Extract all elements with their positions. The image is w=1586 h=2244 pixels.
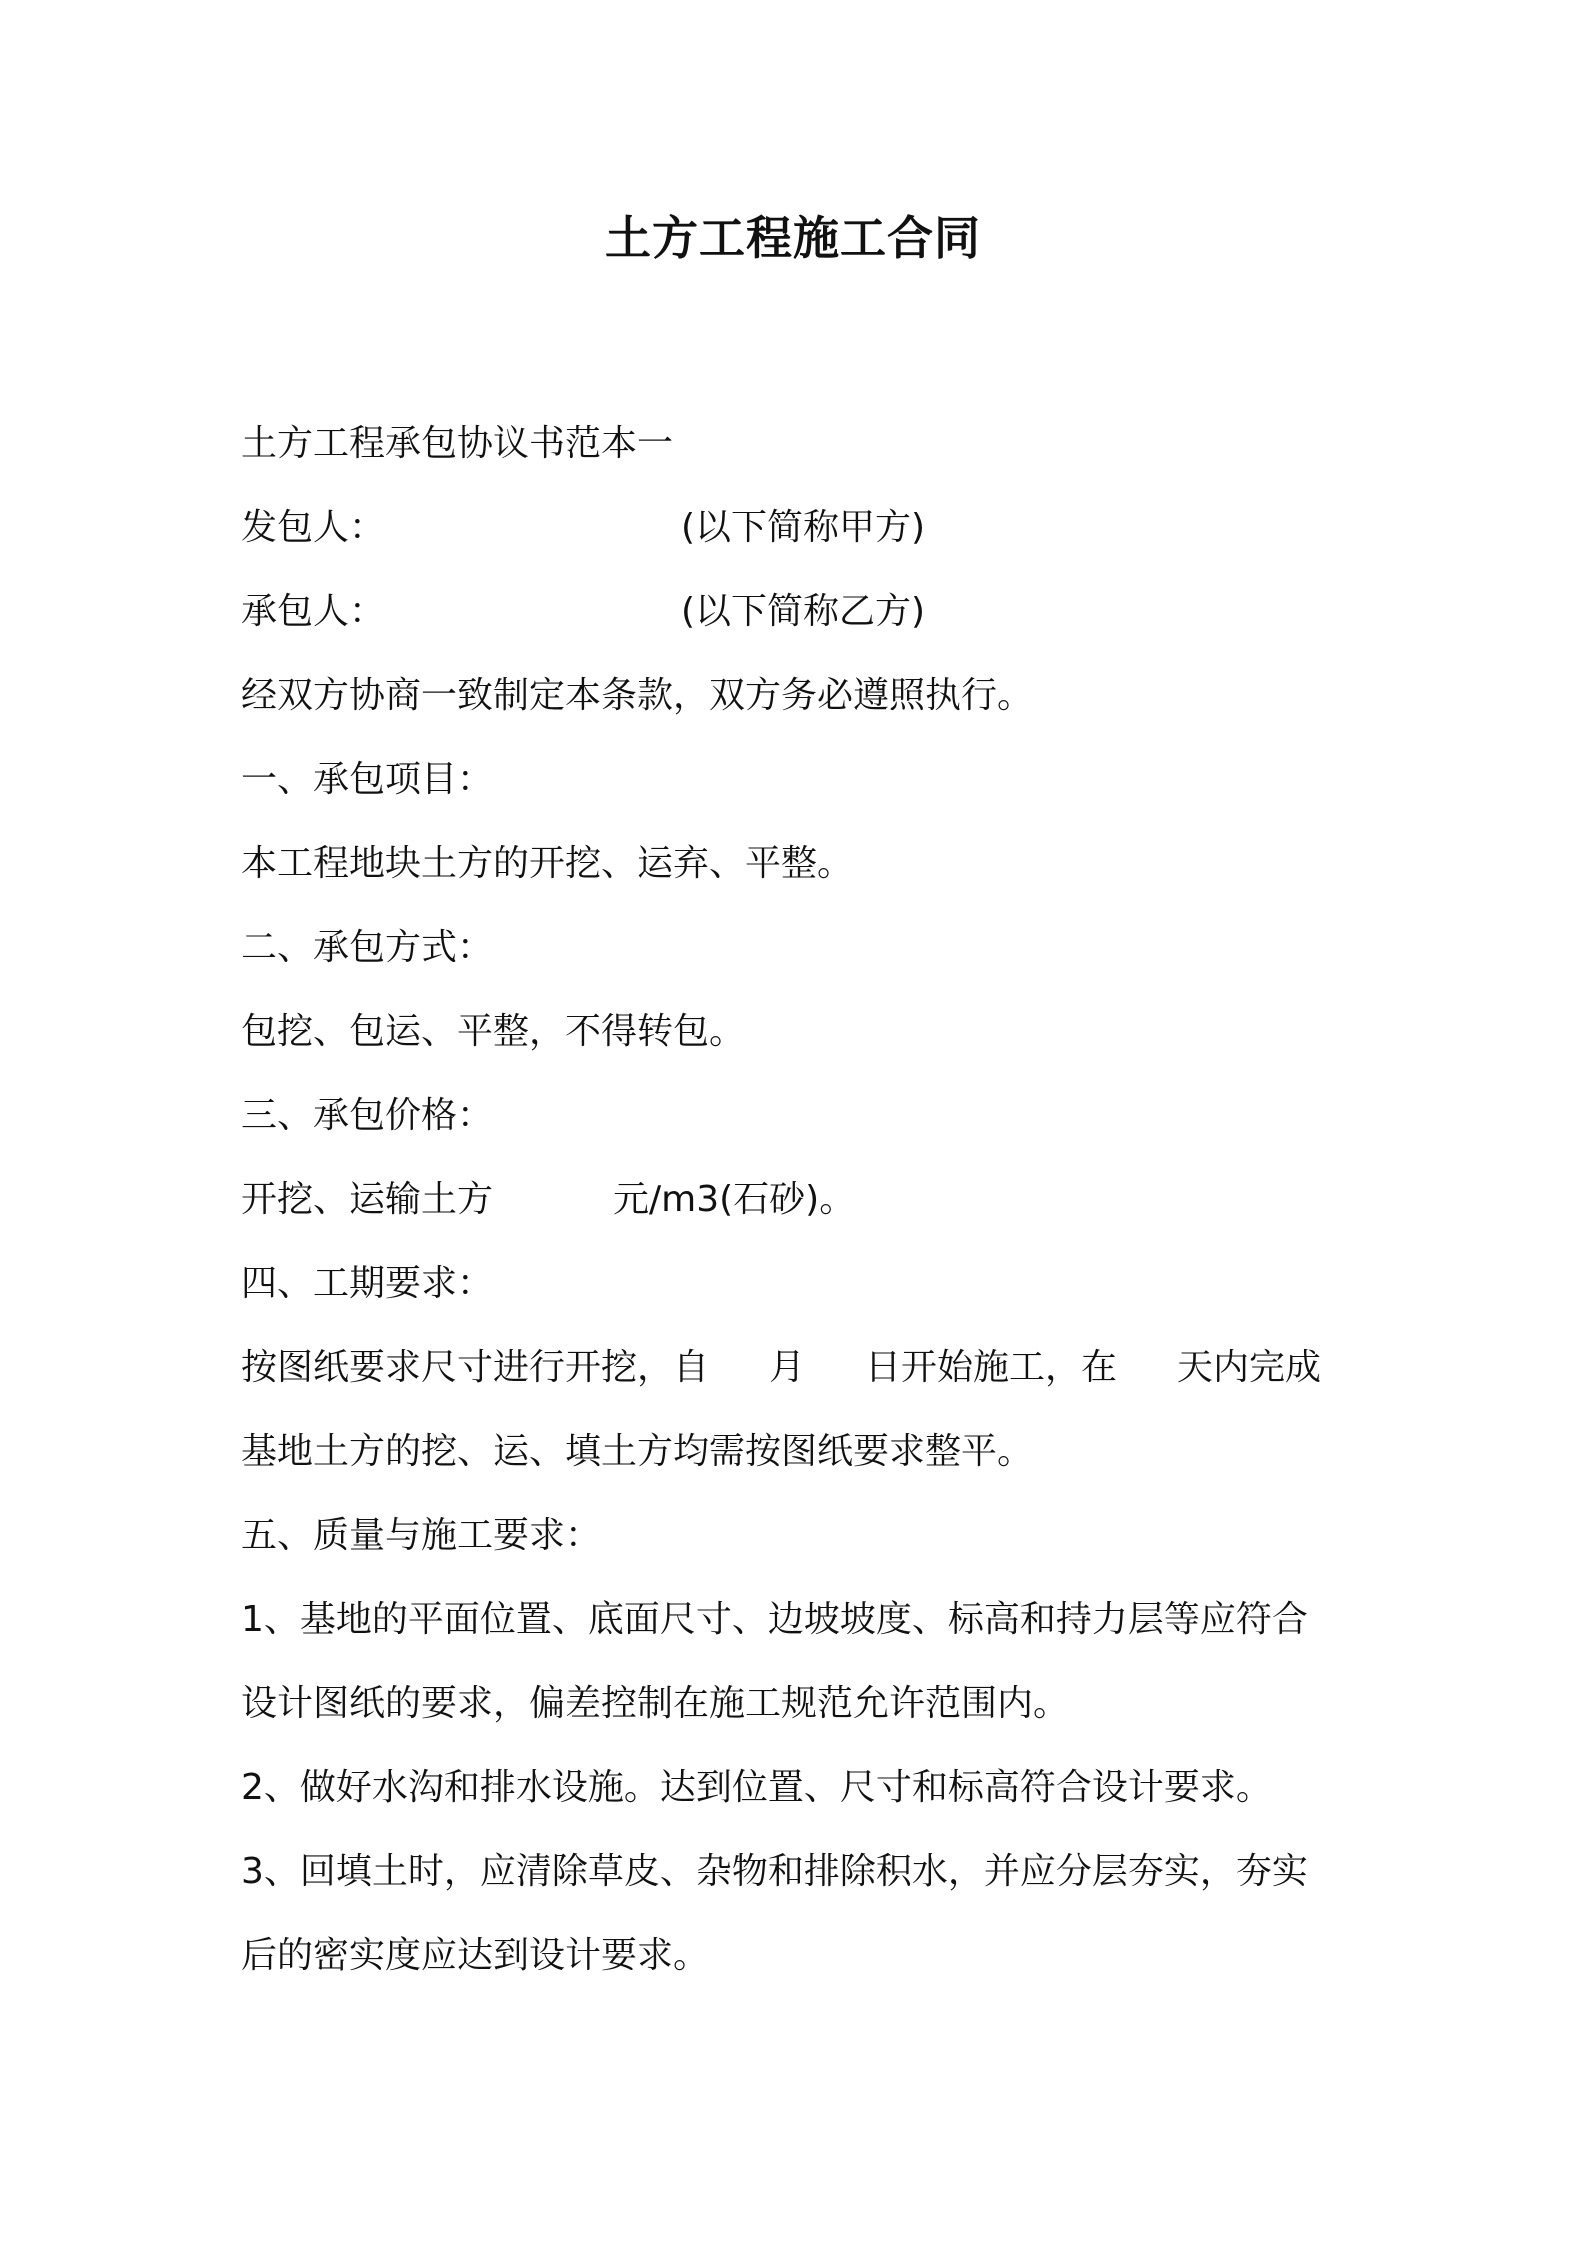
agreement-line: 经双方协商一致制定本条款，双方务必遵照执行。 (241, 675, 1034, 716)
employer-note: (以下简称甲方) (681, 507, 926, 548)
document-body (241, 402, 1361, 1998)
subtitle-line: 土方工程承包协议书范本一 (241, 423, 674, 464)
contractor-label: 承包人： (241, 591, 386, 632)
section-3-text (241, 1158, 1361, 1242)
contractor-note: (以下简称乙方) (681, 591, 926, 632)
section-1-text: 本工程地块土方的开挖、运弃、平整。 (241, 843, 854, 884)
requirement-3a: 3、回填土时，应清除草皮、杂物和排除积水，并应分层夯实，夯实 (241, 1851, 1308, 1892)
contractor-line (241, 570, 1361, 654)
schedule-month: 月 (769, 1347, 806, 1388)
section-1-heading: 一、承包项目： (241, 759, 494, 800)
schedule-part-a: 按图纸要求尺寸进行开挖，自 (241, 1347, 710, 1388)
employer-label: 发包人： (241, 507, 386, 548)
requirement-3b: 后的密实度应达到设计要求。 (241, 1935, 710, 1976)
section-2-text: 包挖、包运、平整，不得转包。 (241, 1011, 746, 1052)
section-4-text-2: 基地土方的挖、运、填土方均需按图纸要求整平。 (241, 1431, 1034, 1472)
document-title: 土方工程施工合同 (605, 211, 981, 265)
price-item: 开挖、运输土方 (241, 1179, 494, 1220)
section-5-heading: 五、质量与施工要求： (241, 1515, 602, 1556)
section-4-heading: 四、工期要求： (241, 1263, 494, 1304)
schedule-part-d: 天内完成 (1177, 1347, 1322, 1388)
employer-line (241, 486, 1361, 570)
requirement-1a: 1、基地的平面位置、底面尺寸、边坡坡度、标高和持力层等应符合 (241, 1599, 1308, 1640)
requirement-1b: 设计图纸的要求，偏差控制在施工规范允许范围内。 (241, 1683, 1070, 1724)
section-4-text (241, 1326, 1361, 1410)
section-3-heading: 三、承包价格： (241, 1095, 494, 1136)
section-2-heading: 二、承包方式： (241, 927, 494, 968)
schedule-part-c: 日开始施工，在 (865, 1347, 1118, 1388)
requirement-2: 2、做好水沟和排水设施。达到位置、尺寸和标高符合设计要求。 (241, 1767, 1272, 1808)
price-unit: 元/m3(石砂)。 (613, 1179, 856, 1220)
